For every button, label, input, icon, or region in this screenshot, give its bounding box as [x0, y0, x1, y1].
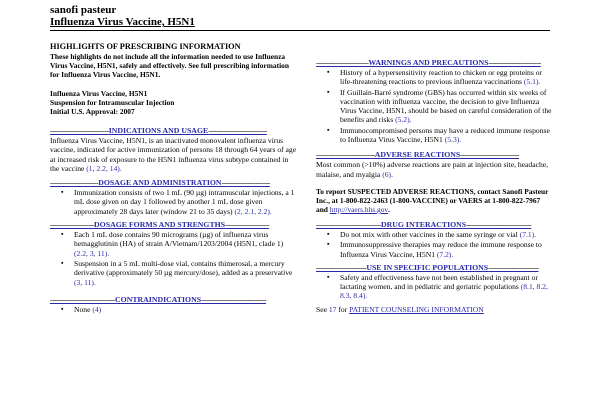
adverse-refs[interactable]: (6). — [382, 169, 393, 179]
product-title: Influenza Virus Vaccine, H5N1 — [50, 16, 195, 28]
right-column — [316, 58, 552, 314]
report-contact: To report SUSPECTED ADVERSE REACTIONS, contact Sanofi Pasteur Inc., at 1-800-822-2463 (1-800-VACCINE) or VAERS at 1-800-822-7967 and http://vaers.hhs.gov. — [316, 186, 549, 214]
product-form: Suspension for Intramuscular Injection — [50, 98, 175, 107]
ref-link[interactable]: (3, 11). — [74, 277, 96, 287]
adverse-text: Most common (>10%) adverse reactions are pain at injection site, headache, malaise, and myalgia (6). — [316, 160, 549, 179]
list-item: ▪ If Guillain-Barré syndrome (GBS) has occurred within six weeks of vaccination with influenza vaccine, the decision to give Influenza Virus Vaccine, H5N1, should be based on careful consideration of the benefits and risks (5.2). — [340, 88, 552, 125]
ref-link[interactable]: (5.3). — [444, 135, 462, 145]
indications-refs[interactable]: (1, 2.2, 14). — [86, 163, 122, 173]
section-ref-link[interactable]: 17 — [328, 304, 337, 314]
document-header — [50, 4, 550, 28]
section-heading-contraindications[interactable]: -------------------------------CONTRAINDICATIONS------------------------------- — [50, 294, 267, 304]
forms-list — [50, 230, 298, 287]
section-heading-warnings[interactable]: -------------------------WARNINGS AND PRECAUTIONS------------------------- — [316, 58, 541, 67]
list-item: ▪ Immunization consists of two 1 mL (90 µg) intramuscular injections, a 1 mL dose given on day 1 followed by another 1 mL dose given approximately 28 days later (window 21 to 35 days) (2, 2.1, 2.2). — [74, 188, 298, 216]
header-rule — [50, 30, 550, 31]
ref-link[interactable]: (7.1). — [519, 229, 537, 239]
product-name: Influenza Virus Vaccine, H5N1 — [50, 89, 148, 98]
list-item: ▪ None (4) — [74, 305, 298, 314]
product-approval: Initial U.S. Approval: 2007 — [50, 107, 135, 116]
contraindications-list — [50, 305, 298, 314]
ref-link[interactable]: (5.2). — [395, 115, 412, 125]
product-info — [50, 89, 298, 116]
list-item: ▪ Suspension in a 5 mL multi-dose vial, contains thimerosal, a mercury derivative (approximately 50 µg mercury/dose), added as a preservative (3, 11). — [74, 259, 298, 287]
list-item: ▪ Immunocompromised persons may have a reduced immune response to Influenza Virus Vaccine, H5N1 (5.3). — [340, 126, 552, 145]
section-heading-populations[interactable]: ------------------------USE IN SPECIFIC POPULATIONS------------------------ — [316, 262, 539, 272]
see-also: See 17 for PATIENT COUNSELING INFORMATION — [316, 304, 484, 314]
list-item: ▪ History of a hypersensitivity reaction to chicken or egg proteins or life-threatening reactions to previous influenza vaccinations (5.1). — [340, 68, 552, 87]
section-heading-forms[interactable]: ---------------------DOSAGE FORMS AND STRENGTHS--------------------- — [50, 220, 270, 230]
section-heading-interactions[interactable]: -------------------------------DRUG INTERACTIONS------------------------------- — [316, 219, 532, 229]
highlights-title: HIGHLIGHTS OF PRESCRIBING INFORMATION — [50, 42, 241, 51]
ref-link[interactable]: (7.2). — [436, 249, 454, 259]
list-item: ▪ Immunosuppressive therapies may reduce the immune response to Influenza Virus Vaccine, H5N1 (7.2). — [340, 240, 552, 259]
company-name: sanofi pasteur — [50, 4, 117, 16]
ref-link[interactable]: (2.2, 3, 11). — [74, 248, 110, 258]
patient-counseling-link[interactable]: PATIENT COUNSELING INFORMATION — [349, 304, 484, 314]
dosage-list — [50, 188, 298, 216]
list-item: ▪ Safety and effectiveness have not been established in pregnant or lactating women, and in pediatric and geriatric populations (8.1, 8.2, 8.3, 8.4). — [340, 273, 552, 301]
indications-text: Influenza Virus Vaccine, H5N1, is an inactivated monovalent influenza virus vaccine, indicated for active immunization of persons 18 through 64 years of age at increased risk of exposure to the H5N1 influenza virus subtype contained in the vaccine (1, 2.2, 14). — [50, 136, 297, 173]
ref-link[interactable]: (4) — [92, 304, 102, 314]
section-heading-adverse[interactable]: ----------------------------ADVERSE REACTIONS---------------------------- — [316, 150, 519, 160]
interactions-list — [316, 230, 552, 259]
vaers-link[interactable]: http://vaers.hhs.gov — [329, 204, 389, 214]
populations-list — [316, 273, 552, 301]
list-item: ▪ Each 1 mL dose contains 90 micrograms (µg) of influenza virus hemagglutinin (HA) of strain A/Vietnam/1203/2004 (H5N1, clade 1) (2.2, 3, 11). — [74, 230, 298, 258]
left-column — [50, 42, 298, 318]
ref-link[interactable]: (2, 2.1, 2.2). — [234, 206, 272, 216]
section-heading-indications[interactable]: ----------------------------INDICATIONS AND USAGE---------------------------- — [50, 126, 267, 135]
highlights-intro: These highlights do not include all the information needed to use Influenza Virus Vaccine, H5N1, safely and effectively. See full prescribing information for Influenza Virus Vaccine, H5N1. — [50, 52, 289, 79]
warnings-list — [316, 68, 552, 144]
section-heading-dosage[interactable]: -----------------------DOSAGE AND ADMINISTRATION----------------------- — [50, 178, 270, 188]
ref-link[interactable]: (8.1, 8.2, 8.3, 8.4). — [340, 282, 548, 301]
list-item: ▪ Do not mix with other vaccines in the same syringe or vial (7.1). — [340, 230, 552, 239]
ref-link[interactable]: (5.1). — [523, 77, 541, 87]
